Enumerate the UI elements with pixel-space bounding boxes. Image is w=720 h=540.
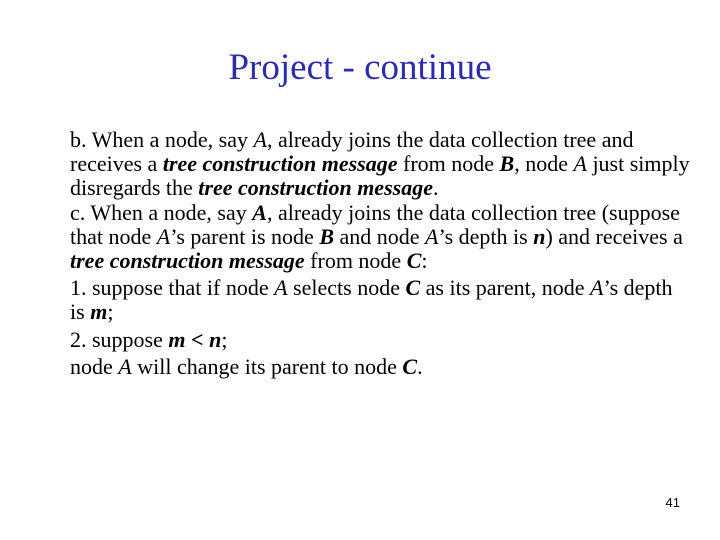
step-1-run: selects node [287,275,406,301]
conclusion-run: will change its parent to node [131,353,403,379]
step-1-run: ’s depth is [70,275,673,325]
para-c-run: B [319,223,334,249]
slide-title: Project - continue [228,47,492,88]
para-b-run: tree construction message [198,175,433,201]
para-c-run: A [156,223,171,249]
step-1-run: A [590,275,604,301]
conclusion-run: . [417,353,423,379]
para-b-run: tree construction message [162,151,398,177]
conclusion-run: A [118,353,132,379]
para-b-run: b. When a node, say [70,127,254,152]
page-number: 41 [665,495,680,510]
para-c-run: A [252,199,267,225]
para-c-run: A [425,223,439,249]
para-c-run: and node [334,223,426,249]
para-c-run: : [421,248,428,274]
para-c-run: , already joins the data collection tree (suppose that node [70,199,680,249]
step-1-run: as its parent, node [420,275,590,301]
para-c-run: c. When a node, say [70,199,253,225]
step-2-run: 2. suppose [70,326,169,352]
paragraph-b [70,128,690,201]
para-b-run: , node [514,151,574,177]
conclusion [70,355,690,379]
para-c-run: ) and receives a [545,223,683,249]
para-b-run: B [499,151,515,177]
para-c-run: ’s depth is [438,223,534,249]
step-1-run: 1. suppose that if node [70,275,275,301]
para-c-run: C [406,248,422,274]
para-c-run: from node [304,248,407,274]
step-1 [70,276,690,324]
step-2-run: n [209,326,222,352]
slide-body [70,128,690,379]
para-b-run: just simply disregards the [70,151,690,201]
step-2-run: m [168,326,186,352]
step-1-run: C [405,275,421,301]
step-2-run: ; [221,326,228,352]
para-c-run: tree construction message [70,248,305,274]
para-c-run: n [533,223,546,249]
step-1-run: m [90,299,108,325]
para-b-run: from node [397,151,500,177]
step-2 [70,328,690,352]
step-1-run: ; [107,299,114,325]
step-2-run: < [185,326,210,352]
conclusion-run: C [402,353,418,379]
para-c-run: ’s parent is node [170,223,320,249]
step-1-run: A [274,275,288,301]
conclusion-run: node [70,353,119,379]
para-b-run: , already joins the data collection tree and receives a [70,127,634,177]
para-b-run: . [432,175,439,201]
para-b-run: A [573,151,587,177]
para-b-run: A [253,127,267,152]
paragraph-c [70,201,690,274]
